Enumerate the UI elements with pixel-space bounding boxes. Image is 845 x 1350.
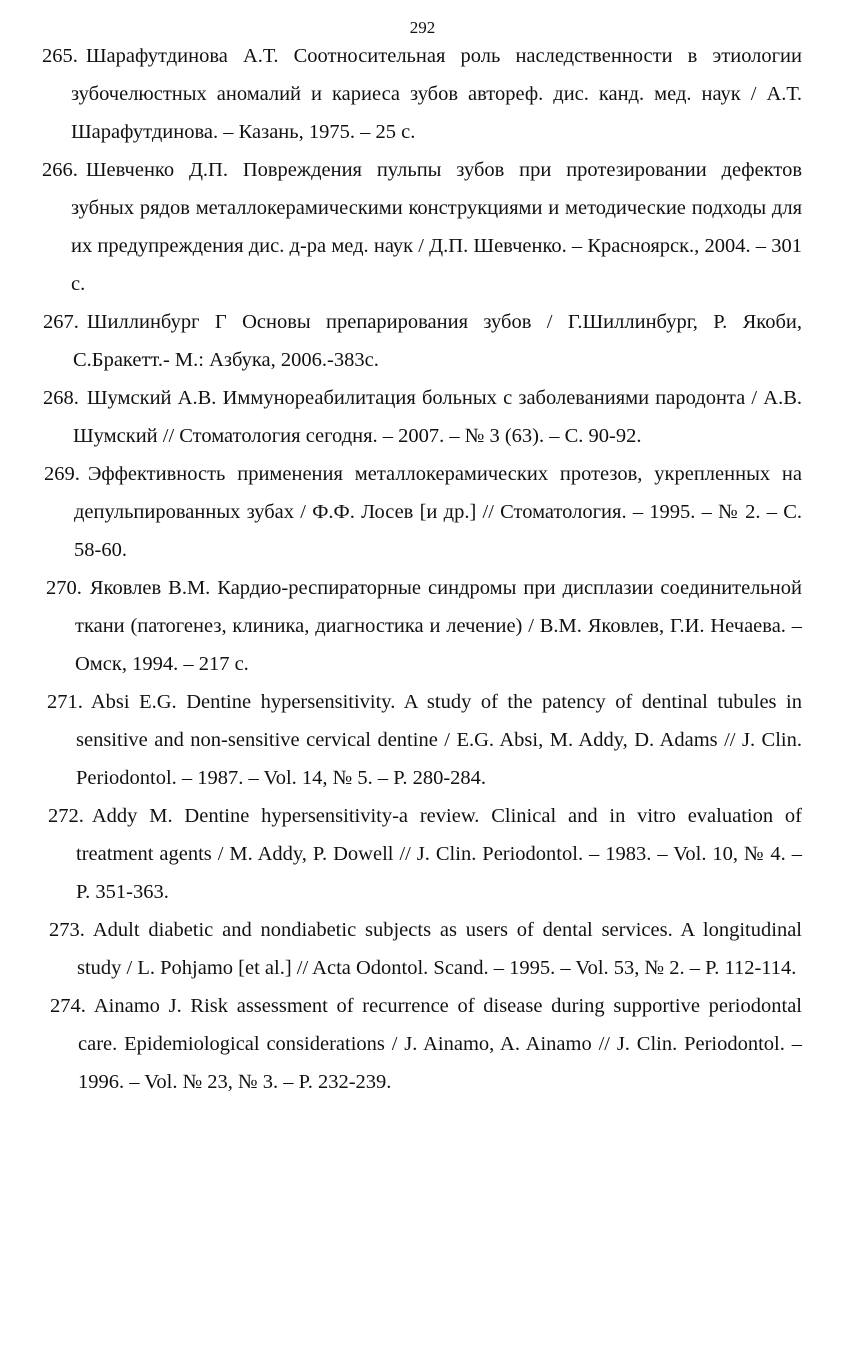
reference-text: Addy M. Dentine hypersensitivity-a review. Clinical and in vitro evaluation of treatment agents / M. Addy, P. Dowell // J. Clin. Periodontol. – 1983. – Vol. 10, № 4. – P. 351-363. — [76, 805, 802, 903]
reference-number: 271. — [47, 691, 83, 713]
reference-number: 265. — [42, 45, 78, 67]
reference-text: Absi E.G. Dentine hypersensitivity. A study of the patency of dentinal tubules in sensitive and non-sensitive cervical dentine / E.G. Absi, M. Addy, D. Adams // J. Clin. Periodontol. – 1987. – Vol. 14, № 5. – P. 280-284. — [76, 691, 802, 789]
reference-number: 270. — [46, 577, 82, 599]
reference-number: 272. — [48, 805, 84, 827]
reference-item — [0, 303, 802, 379]
reference-text: Эффективность применения металлокерамических протезов, укрепленных на депульпированных зубах / Ф.Ф. Лосев [и др.] // Стоматология. – 1995. – № 2. – С. 58-60. — [74, 463, 802, 561]
reference-list — [0, 37, 845, 1101]
reference-item — [0, 569, 802, 683]
reference-item — [0, 683, 802, 797]
reference-text: Шарафутдинова А.Т. Соотносительная роль наследственности в этиологии зубочелюстных аномалий и кариеса зубов автореф. дис. канд. мед. наук / А.Т. Шарафутдинова. – Казань, 1975. – 25 с. — [71, 45, 802, 143]
reference-text: Шиллинбург Г Основы препарирования зубов / Г.Шиллинбург, Р. Якоби, С.Бракетт.- М.: Азбука, 2006.-383с. — [73, 311, 802, 371]
reference-text: Adult diabetic and nondiabetic subjects as users of dental services. A longitudinal study / L. Pohjamo [et al.] // Acta Odontol. Scand. – 1995. – Vol. 53, № 2. – P. 112-114. — [77, 919, 802, 979]
reference-number: 268. — [43, 387, 79, 409]
reference-item — [0, 151, 802, 303]
reference-number: 274. — [50, 995, 86, 1017]
reference-item — [0, 455, 802, 569]
reference-text: Шумский А.В. Иммунореабилитация больных с заболеваниями пародонта / А.В. Шумский // Стоматология сегодня. – 2007. – № 3 (63). – С. 90-92. — [73, 387, 802, 447]
reference-item — [0, 911, 802, 987]
reference-number: 269. — [44, 463, 80, 485]
reference-item — [0, 379, 802, 455]
reference-item — [0, 797, 802, 911]
reference-item — [0, 37, 802, 151]
reference-number: 273. — [49, 919, 85, 941]
reference-text: Ainamo J. Risk assessment of recurrence of disease during supportive periodontal care. Epidemiological considerations / J. Ainamo, A. Ainamo // J. Clin. Periodontol. – 1996. – Vol. № 23, № 3. – P. 232-239. — [78, 995, 802, 1093]
page-number: 292 — [409, 18, 436, 37]
reference-item — [0, 987, 802, 1101]
reference-number: 267. — [43, 311, 79, 333]
reference-number: 266. — [42, 159, 78, 181]
reference-text: Шевченко Д.П. Повреждения пульпы зубов при протезировании дефектов зубных рядов металлокерамическими конструкциями и методические подходы для их предупреждения дис. д-ра мед. наук / Д.П. Шевченко. – Красноярск., 2004. – 301 с. — [71, 159, 802, 295]
reference-text: Яковлев В.М. Кардио-респираторные синдромы при дисплазии соединительной ткани (патогенез, клиника, диагностика и лечение) / В.М. Яковлев, Г.И. Нечаева. – Омск, 1994. – 217 с. — [75, 577, 802, 675]
